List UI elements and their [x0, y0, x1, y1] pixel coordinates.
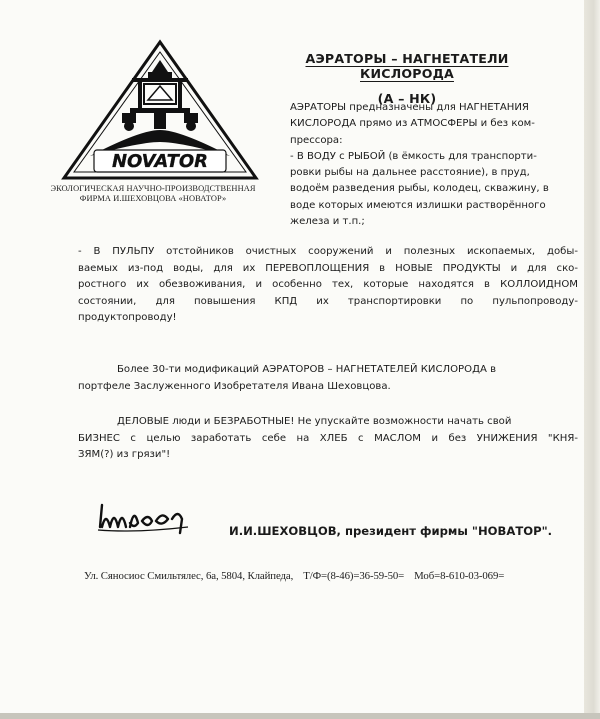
- text-line: - В ВОДУ с РЫБОЙ (в ёмкость для транспорти-: [290, 150, 537, 162]
- document-heading: [257, 51, 557, 106]
- signature-icon: [96, 497, 196, 537]
- logo-wordmark: NOVATOR: [111, 151, 209, 172]
- pulp-paragraph: [78, 244, 578, 327]
- text-line: состоянии, для повышения КПД их транспортировки по пульпопроводу-: [78, 295, 578, 307]
- text-line: Более 30-ти модификаций АЭРАТОРОВ – НАГНЕТАТЕЛЕЙ КИСЛОРОДА в: [117, 364, 497, 375]
- text-line: воде которых имеются излишки растворённого: [290, 199, 546, 211]
- handwritten-signature: [96, 497, 196, 537]
- document-title: АЭРАТОРЫ – НАГНЕТАТЕЛИ КИСЛОРОДА: [305, 51, 509, 81]
- novator-logo: [60, 38, 260, 186]
- company-line: ФИРМА И.ШЕХОВЦОВА «НОВАТОР»: [79, 194, 227, 203]
- text-line: ростного их обезвоживания, и особенно тех, которые находятся в КОЛЛОИДНОМ: [78, 279, 578, 291]
- company-line: ЭКОЛОГИЧЕСКАЯ НАУЧНО-ПРОИЗВОДСТВЕННАЯ: [50, 184, 256, 193]
- mobile-number: Моб=8-610-03-069=: [414, 570, 505, 582]
- text-line: продуктопроводу!: [78, 312, 177, 324]
- document-subtitle: (А – НК): [377, 91, 437, 106]
- text-line: ровки рыбы на дальнее расстояние), в пруд,: [290, 167, 530, 179]
- text-line: портфеле Заслуженного Изобретателя Ивана Шеховцова.: [78, 380, 391, 392]
- text-line: водоём разведения рыбы, колодец, скважину, в: [290, 183, 549, 195]
- text-line: БИЗНЕС с целью заработать себе на ХЛЕБ с МАСЛОМ и без УНИЖЕНИЯ "КНЯ-: [78, 432, 578, 444]
- page-bottom-edge: [0, 713, 600, 719]
- modifications-paragraph: [78, 362, 578, 395]
- text-line: КИСЛОРОДА прямо из АТМОСФЕРЫ и без ком-: [290, 118, 535, 130]
- text-line: железа и т.п.;: [290, 216, 365, 228]
- text-line: ДЕЛОВЫЕ люди и БЕЗРАБОТНЫЕ! Не упускайте возможности начать свой: [117, 416, 512, 427]
- street-address: Ул. Сяносиос Смильтялес, 6а, 5804, Клайпеда,: [84, 570, 294, 582]
- business-paragraph: [78, 414, 578, 464]
- company-name: [28, 184, 278, 204]
- intro-paragraph: [290, 100, 578, 230]
- text-line: АЭРАТОРЫ предназначены для НАГНЕТАНИЯ: [290, 102, 529, 113]
- text-line: ЗЯМ(?) из грязи"!: [78, 449, 171, 461]
- phone-number: Т/Ф=(8-46)=36-59-50=: [303, 570, 405, 582]
- text-line: - В ПУЛЬПУ отстойников очистных сооружений и полезных ископаемых, добы-: [78, 246, 578, 257]
- contact-address: [84, 570, 584, 582]
- signer-name: И.И.ШЕХОВЦОВ, президент фирмы "НОВАТОР".: [229, 524, 553, 538]
- text-line: ваемых из-под воды, для их ПЕРЕВОПЛОЩЕНИЯ в НОВЫЕ ПРОДУКТЫ и для ско-: [78, 262, 578, 274]
- page-edge: [584, 0, 600, 719]
- text-line: прессора:: [290, 134, 343, 146]
- novator-triangle-icon: [60, 38, 260, 186]
